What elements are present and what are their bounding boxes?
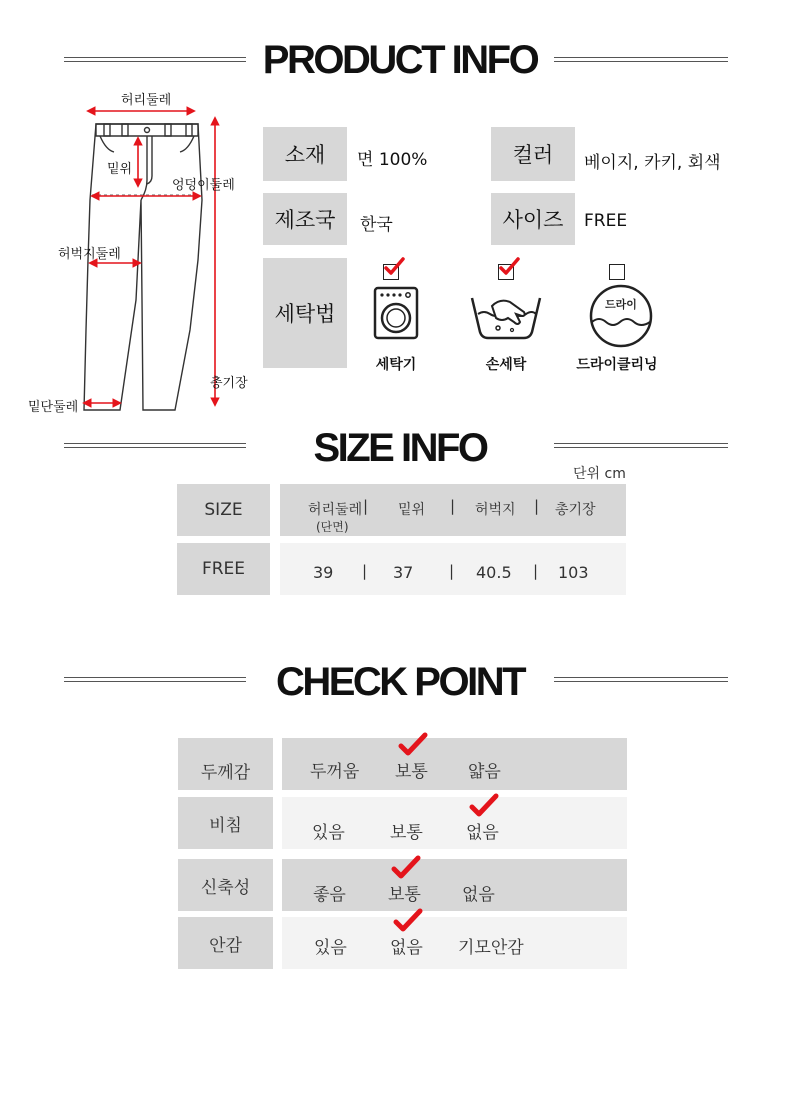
- size-label: 사이즈: [491, 193, 575, 245]
- laundry-label: 세탁법: [263, 258, 347, 368]
- header-separator: |: [450, 497, 456, 515]
- section-rule-right: [554, 443, 728, 448]
- product-info-title: PRODUCT INFO: [262, 38, 538, 82]
- check-point-title: CHECK POINT: [275, 660, 525, 704]
- check-option: 있음: [312, 823, 345, 843]
- dry-clean-checkbox: [609, 264, 625, 280]
- value-separator: |: [362, 562, 368, 580]
- check-option: 없음: [462, 885, 495, 905]
- checkmark-icon: [382, 256, 406, 278]
- checkmark-icon: [392, 907, 424, 935]
- column-waist-note: (단면): [316, 520, 349, 534]
- checkmark-icon: [397, 731, 429, 759]
- pants-outline-icon: [84, 124, 202, 410]
- value-thigh: 40.5: [476, 563, 512, 582]
- check-row-label: 비침: [178, 797, 273, 849]
- column-length: 총기장: [555, 502, 596, 518]
- hem-label: 밑단둘레: [28, 400, 79, 415]
- waist-label: 허리둘레: [121, 93, 172, 108]
- check-option: 없음: [466, 823, 499, 843]
- size-header-label: SIZE: [204, 500, 243, 520]
- value-waist: 39: [313, 563, 334, 582]
- check-option: 얇음: [468, 762, 501, 782]
- length-label: 총기장: [210, 376, 248, 391]
- column-thigh: 허벅지: [475, 502, 516, 518]
- size-row-label-cell: [177, 543, 270, 595]
- check-row-label: 두께감: [178, 738, 273, 790]
- dry-clean-icon-text: 드라이: [605, 298, 637, 311]
- value-separator: |: [449, 562, 455, 580]
- size-value: FREE: [584, 211, 628, 231]
- size-info-title: SIZE INFO: [313, 426, 487, 470]
- checkmark-icon: [390, 854, 422, 882]
- laundry-label-dry-clean: 드라이클리닝: [576, 357, 658, 373]
- check-option: 보통: [390, 823, 423, 843]
- check-option: 없음: [390, 938, 423, 958]
- thigh-label: 허벅지둘레: [58, 247, 121, 262]
- color-label: 컬러: [491, 127, 575, 181]
- column-waist: 허리둘레: [308, 502, 363, 518]
- laundry-label-hand-wash: 손세탁: [485, 357, 527, 373]
- checkmark-icon: [497, 256, 521, 278]
- size-row-label: FREE: [201, 559, 246, 579]
- material-label: 소재: [263, 127, 347, 181]
- section-rule-right: [554, 57, 728, 62]
- material-value: 면 100%: [357, 150, 428, 170]
- column-rise: 밑위: [398, 502, 426, 518]
- origin-value: 한국: [360, 215, 393, 235]
- check-option: 있음: [314, 938, 347, 958]
- laundry-label-washing-machine: 세탁기: [375, 357, 417, 373]
- checkmark-icon: [468, 792, 500, 820]
- hand-wash-icon: [468, 292, 544, 342]
- value-rise: 37: [393, 563, 414, 582]
- check-option: 두꺼움: [310, 762, 360, 782]
- header-separator: |: [363, 497, 369, 515]
- size-header-label-cell: [177, 484, 270, 536]
- value-length: 103: [558, 563, 589, 582]
- check-option: 보통: [388, 885, 421, 905]
- unit-label: 단위 cm: [573, 466, 626, 482]
- check-option: 기모안감: [458, 938, 524, 958]
- value-separator: |: [533, 562, 539, 580]
- check-option: 좋음: [313, 885, 346, 905]
- header-separator: |: [534, 497, 540, 515]
- dry-clean-icon: [585, 284, 657, 348]
- check-row-label: 신축성: [178, 859, 273, 911]
- color-value: 베이지, 카키, 회색: [584, 153, 721, 173]
- washing-machine-icon: [372, 286, 420, 340]
- hip-label: 엉덩이둘레: [172, 178, 235, 193]
- check-option: 보통: [395, 762, 428, 782]
- origin-label: 제조국: [263, 193, 347, 245]
- check-row-label: 안감: [178, 917, 273, 969]
- rise-label: 밑위: [107, 162, 133, 177]
- section-rule-right: [554, 677, 728, 682]
